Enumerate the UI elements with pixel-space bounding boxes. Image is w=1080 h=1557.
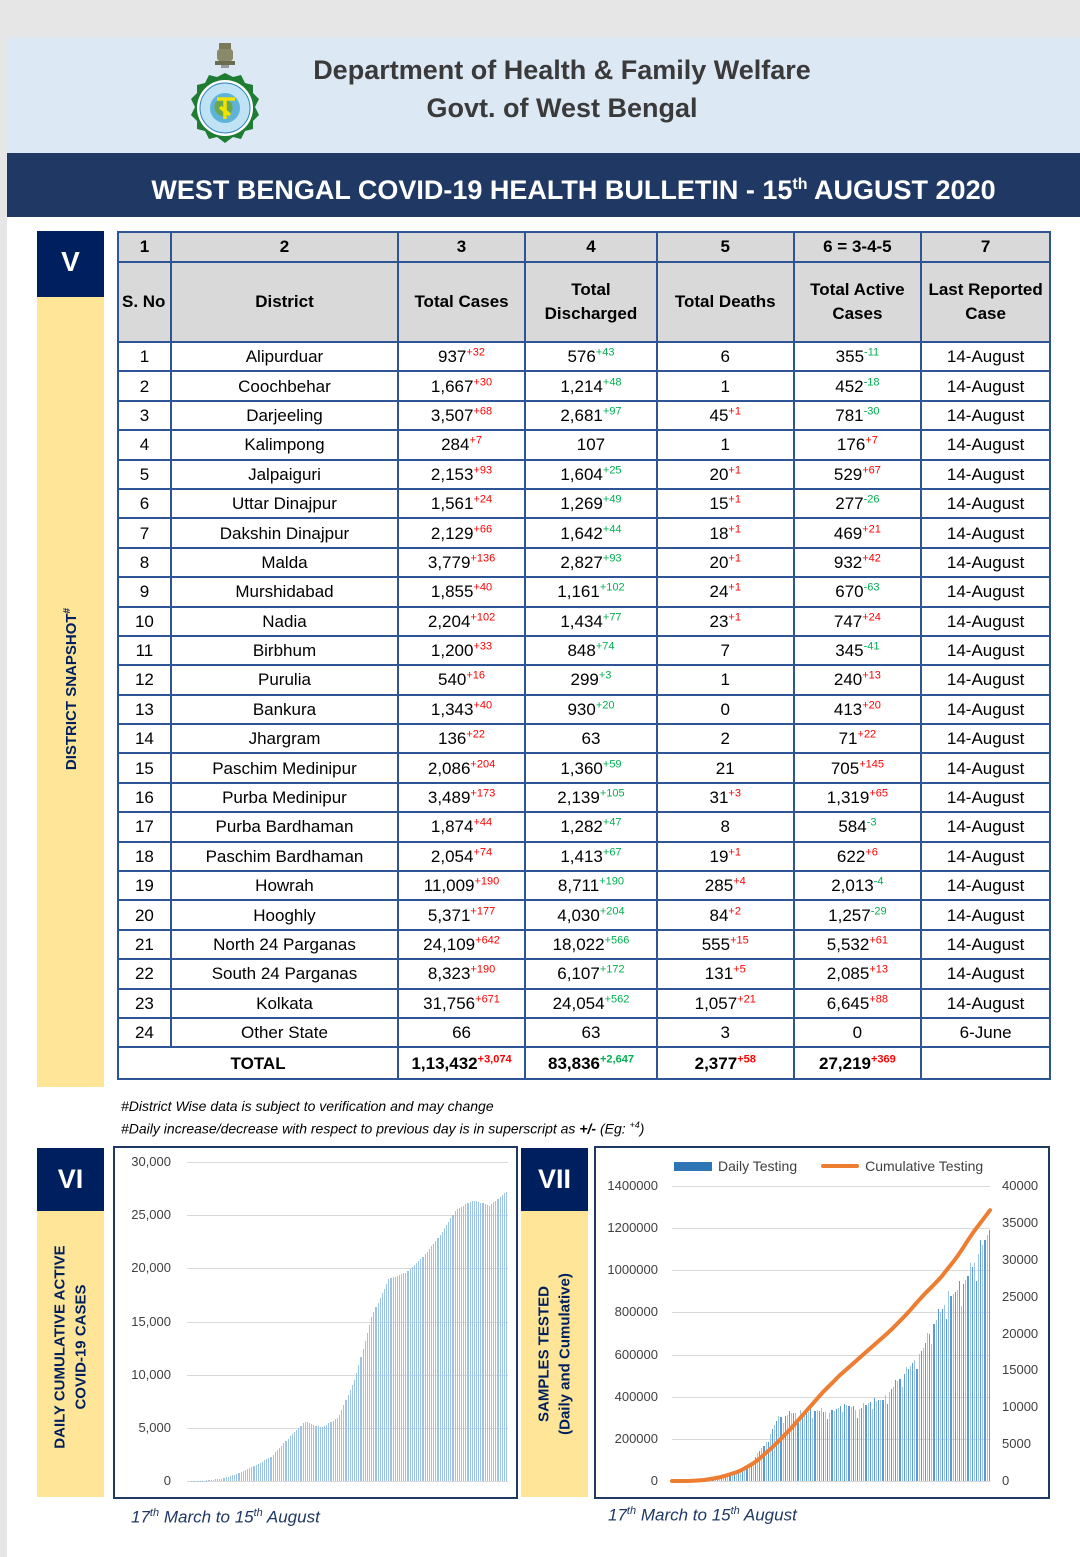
table-row [118,401,1050,430]
table-row [118,900,1050,929]
footnotes [121,1097,644,1139]
y-right-tick-label: 0 [1002,1473,1010,1488]
total-deaths-cell: 1 [657,665,794,694]
y-left-tick-label: 600000 [614,1346,658,1362]
daily-testing-swatch-icon [674,1162,712,1171]
sno-cell: 12 [118,665,171,694]
sno-cell: 17 [118,812,171,841]
last-reported-cell: 14-August [921,430,1050,459]
total-row [118,1047,1050,1079]
total-cases-cell: $1,343^{+40}$ [398,695,525,724]
total-active-sum: $27,219^{+369}$ [794,1047,922,1079]
last-reported-cell: 14-August [921,783,1050,812]
section-vii-tag: VII [521,1148,588,1211]
total-active-cell: $240^{+13}$ [794,665,922,694]
district-snapshot-label: DISTRICT SNAPSHOT# [62,607,80,771]
last-reported-cell: 14-August [921,900,1050,929]
y-tick-label: 0 [163,1473,171,1488]
total-deaths-cell: $15^{+1}$ [657,489,794,518]
last-reported-cell: 6-June [921,1018,1050,1047]
bulletin-title [7,153,1080,217]
total-active-cell: $584^{-3}$ [794,812,922,841]
last-reported-cell: 14-August [921,695,1050,724]
total-deaths-cell: $31^{+3}$ [657,783,794,812]
y-right-tick-label: 15000 [1002,1362,1039,1378]
total-discharged-cell: $1,642^{+44}$ [525,518,657,547]
total-active-cell: $345^{-41}$ [794,636,922,665]
sno-cell: 2 [118,371,171,400]
district-cell: Hooghly [171,900,398,929]
y-right-tick-label: 30000 [1002,1251,1039,1267]
table-row [118,665,1050,694]
y-left-tick-label: 1000000 [607,1262,658,1278]
table-row [118,783,1050,812]
sno-cell: 22 [118,959,171,988]
sno-cell: 9 [118,577,171,606]
y-left-tick-label: 1400000 [607,1178,658,1193]
footnote-2: #Daily increase/decrease with respect to previous day is in superscript as +/- (Eg: $^{+4}$) [121,1120,645,1137]
total-deaths-cell: 8 [657,812,794,841]
last-reported-cell: 14-August [921,342,1050,371]
table-row [118,636,1050,665]
total-cases-cell: 66 [398,1018,525,1047]
table-row [118,548,1050,577]
total-cases-cell: $3,489^{+173}$ [398,783,525,812]
gridline [187,1481,508,1482]
total-deaths-cell: 1 [657,430,794,459]
sno-cell: 21 [118,930,171,959]
total-cases-cell: $1,200^{+33}$ [398,636,525,665]
header-total-active: Total Active Cases [794,262,922,342]
total-deaths-cell: $45^{+1}$ [657,401,794,430]
total-active-cell: $176^{+7}$ [794,430,922,459]
last-reported-cell: 14-August [921,724,1050,753]
total-discharged-cell: $1,214^{+48}$ [525,371,657,400]
district-cell: Paschim Bardhaman [171,842,398,871]
district-cell: Dakshin Dinajpur [171,518,398,547]
y-left-tick-label: 400000 [614,1388,658,1404]
samples-tested-axis-label: SAMPLES TESTED (Daily and Cumulative) [535,1273,574,1435]
district-cell: Birbhum [171,636,398,665]
table-row [118,577,1050,606]
total-active-cell: $2,013^{-4}$ [794,871,922,900]
chart-legend [674,1158,983,1174]
total-active-cell: $670^{-63}$ [794,577,922,606]
y-tick-label: 20,000 [131,1260,171,1276]
district-cell: Nadia [171,607,398,636]
total-discharged-cell: $1,161^{+102}$ [525,577,657,606]
total-cases-cell: $937^{+32}$ [398,342,525,371]
total-last-cell [921,1047,1050,1079]
district-cell: Howrah [171,871,398,900]
district-cell: Coochbehar [171,371,398,400]
total-discharged-cell: $1,434^{+77}$ [525,607,657,636]
last-reported-cell: 14-August [921,959,1050,988]
table-row [118,430,1050,459]
sno-cell: 19 [118,871,171,900]
total-cases-cell: $2,054^{+74}$ [398,842,525,871]
sno-cell: 4 [118,430,171,459]
total-cases-cell: $2,153^{+93}$ [398,460,525,489]
last-reported-cell: 14-August [921,371,1050,400]
total-deaths-cell: $19^{+1}$ [657,842,794,871]
y-tick-label: 25,000 [131,1207,171,1223]
total-discharged-cell: $2,681^{+97}$ [525,401,657,430]
column-header-row [118,262,1050,342]
section-vi-tag: VI [37,1148,104,1211]
table-row [118,930,1050,959]
table-row [118,724,1050,753]
last-reported-cell: 14-August [921,607,1050,636]
total-cases-cell: $540^{+16}$ [398,665,525,694]
column-number-row [118,232,1050,262]
total-discharged-sum: $83,836^{+2,647}$ [525,1047,657,1079]
total-cases-cell: $2,086^{+204}$ [398,753,525,782]
total-discharged-cell: $18,022^{+566}$ [525,930,657,959]
district-cell: Purba Bardhaman [171,812,398,841]
active-cases-axis-label: DAILY CUMULATIVE ACTIVE COVID-19 CASES [51,1245,90,1449]
district-cell: Darjeeling [171,401,398,430]
district-cell: Paschim Medinipur [171,753,398,782]
table-row [118,959,1050,988]
total-active-cell: $2,085^{+13}$ [794,959,922,988]
samples-tested-caption: 17th March to 15th August [608,1505,797,1525]
total-cases-sum: $1,13,432^{+3,074}$ [398,1047,525,1079]
table-row [118,753,1050,782]
total-discharged-cell: $1,604^{+25}$ [525,460,657,489]
sno-cell: 5 [118,460,171,489]
total-cases-cell: $31,756^{+671}$ [398,989,525,1018]
sno-cell: 11 [118,636,171,665]
dept-line-2: Govt. of West Bengal [426,93,698,123]
district-cell: Uttar Dinajpur [171,489,398,518]
col-num: 3 [398,232,525,262]
total-discharged-cell: $299^{+3}$ [525,665,657,694]
header-total-deaths: Total Deaths [657,262,794,342]
total-deaths-cell: $18^{+1}$ [657,518,794,547]
cumulative-testing-line-icon [821,1164,859,1168]
total-deaths-sum: $2,377^{+58}$ [657,1047,794,1079]
sno-cell: 20 [118,900,171,929]
y-tick-label: 15,000 [131,1313,171,1329]
total-active-cell: $781^{-30}$ [794,401,922,430]
y-tick-label: 5,000 [138,1419,171,1435]
active-cases-chart [113,1146,518,1499]
total-discharged-cell: $2,139^{+105}$ [525,783,657,812]
total-discharged-cell: $930^{+20}$ [525,695,657,724]
total-active-cell: $622^{+6}$ [794,842,922,871]
total-cases-cell: $8,323^{+190}$ [398,959,525,988]
total-discharged-cell: 63 [525,1018,657,1047]
y-left-tick-label: 1200000 [607,1220,658,1236]
last-reported-cell: 14-August [921,548,1050,577]
total-deaths-cell: 1 [657,371,794,400]
sno-cell: 13 [118,695,171,724]
district-cell: Kolkata [171,989,398,1018]
table-row [118,607,1050,636]
last-reported-cell: 14-August [921,871,1050,900]
total-active-cell: 0 [794,1018,922,1047]
total-deaths-cell: $131^{+5}$ [657,959,794,988]
total-active-cell: $277^{-26}$ [794,489,922,518]
total-deaths-cell: $23^{+1}$ [657,607,794,636]
col-num: 2 [171,232,398,262]
total-active-cell: $1,319^{+65}$ [794,783,922,812]
active-cases-caption: 17th March to 15th August [131,1507,320,1527]
table-row [118,812,1050,841]
last-reported-cell: 14-August [921,401,1050,430]
total-deaths-cell: $20^{+1}$ [657,460,794,489]
district-cell: North 24 Parganas [171,930,398,959]
total-deaths-cell: 21 [657,753,794,782]
district-cell: Kalimpong [171,430,398,459]
district-cell: Other State [171,1018,398,1047]
total-discharged-cell: $576^{+43}$ [525,342,657,371]
col-num: 7 [921,232,1050,262]
section-v-side-panel [37,297,104,1087]
y-right-tick-label: 40000 [1002,1178,1039,1193]
total-label-cell: TOTAL [118,1047,398,1079]
table-row [118,695,1050,724]
cumulative-testing-line [672,1186,990,1481]
sno-cell: 1 [118,342,171,371]
col-num: 4 [525,232,657,262]
sno-cell: 14 [118,724,171,753]
header-band [7,37,1080,153]
gridline [672,1481,990,1482]
total-cases-cell: $1,667^{+30}$ [398,371,525,400]
sno-cell: 3 [118,401,171,430]
table-row [118,371,1050,400]
total-active-cell: $1,257^{-29}$ [794,900,922,929]
district-cell: Alipurduar [171,342,398,371]
district-cell: Jhargram [171,724,398,753]
total-deaths-cell: $555^{+15}$ [657,930,794,959]
sno-cell: 16 [118,783,171,812]
header-last-reported: Last Reported Case [921,262,1050,342]
total-deaths-cell: 0 [657,695,794,724]
total-active-cell: $932^{+42}$ [794,548,922,577]
header-district: District [171,262,398,342]
total-discharged-cell: $848^{+74}$ [525,636,657,665]
district-cell: Bankura [171,695,398,724]
total-discharged-cell: 107 [525,430,657,459]
legend-daily-testing: Daily Testing [718,1158,798,1174]
total-discharged-cell: $4,030^{+204}$ [525,900,657,929]
samples-tested-chart [594,1146,1050,1499]
table-row [118,989,1050,1018]
last-reported-cell: 14-August [921,460,1050,489]
table-row [118,871,1050,900]
sno-cell: 6 [118,489,171,518]
total-cases-cell: $2,129^{+66}$ [398,518,525,547]
last-reported-cell: 14-August [921,636,1050,665]
last-reported-cell: 14-August [921,989,1050,1018]
total-active-cell: $452^{-18}$ [794,371,922,400]
last-reported-cell: 14-August [921,930,1050,959]
total-cases-cell: $24,109^{+642}$ [398,930,525,959]
dept-line-1: Department of Health & Family Welfare [313,55,811,85]
total-discharged-cell: $1,360^{+59}$ [525,753,657,782]
district-cell: Purba Medinipur [171,783,398,812]
total-discharged-cell: 63 [525,724,657,753]
total-cases-cell: $136^{+22}$ [398,724,525,753]
department-name [247,51,877,127]
sno-cell: 23 [118,989,171,1018]
footnote-1: #District Wise data is subject to verification and may change [121,1098,494,1114]
district-cell: South 24 Parganas [171,959,398,988]
y-left-tick-label: 200000 [614,1430,658,1446]
last-reported-cell: 14-August [921,577,1050,606]
bulletin-page [7,37,1080,1557]
total-active-cell: $413^{+20}$ [794,695,922,724]
bulletin-title-suffix: AUGUST 2020 [807,175,996,205]
header-sno: S. No [118,262,171,342]
col-num: 6 = 3-4-5 [794,232,922,262]
sno-cell: 18 [118,842,171,871]
total-discharged-cell: $24,054^{+562}$ [525,989,657,1018]
y-left-tick-label: 0 [650,1473,658,1488]
total-deaths-cell: 7 [657,636,794,665]
total-discharged-cell: $1,269^{+49}$ [525,489,657,518]
total-deaths-cell: $1,057^{+21}$ [657,989,794,1018]
total-discharged-cell: $2,827^{+93}$ [525,548,657,577]
total-active-cell: $529^{+67}$ [794,460,922,489]
total-deaths-cell: $84^{+2}$ [657,900,794,929]
y-right-tick-label: 35000 [1002,1214,1039,1230]
sno-cell: 24 [118,1018,171,1047]
total-deaths-cell: $20^{+1}$ [657,548,794,577]
y-tick-label: 10,000 [131,1366,171,1382]
total-cases-cell: $1,561^{+24}$ [398,489,525,518]
y-tick-label: 30,000 [131,1154,171,1169]
y-left-tick-label: 800000 [614,1304,658,1320]
section-v-tag: V [37,231,104,297]
total-cases-cell: $284^{+7}$ [398,430,525,459]
total-deaths-cell: $285^{+4}$ [657,871,794,900]
table-row [118,489,1050,518]
total-active-cell: $355^{-11}$ [794,342,922,371]
total-active-cell: $6,645^{+88}$ [794,989,922,1018]
total-cases-cell: $5,371^{+177}$ [398,900,525,929]
legend-cumulative-testing: Cumulative Testing [865,1158,984,1174]
total-active-cell: $469^{+21}$ [794,518,922,547]
bulletin-title-text: WEST BENGAL COVID-19 HEALTH BULLETIN - 15 [151,175,793,205]
sno-cell: 10 [118,607,171,636]
table-row [118,460,1050,489]
sno-cell: 7 [118,518,171,547]
table-row [118,1018,1050,1047]
district-cell: Jalpaiguri [171,460,398,489]
total-cases-cell: $3,779^{+136}$ [398,548,525,577]
district-rows [118,342,1050,1079]
total-cases-cell: $3,507^{+68}$ [398,401,525,430]
total-active-cell: $705^{+145}$ [794,753,922,782]
y-right-tick-label: 5000 [1002,1436,1031,1452]
last-reported-cell: 14-August [921,489,1050,518]
total-active-cell: $747^{+24}$ [794,607,922,636]
last-reported-cell: 14-August [921,753,1050,782]
y-right-tick-label: 20000 [1002,1325,1039,1341]
total-discharged-cell: $1,282^{+47}$ [525,812,657,841]
total-deaths-cell: 3 [657,1018,794,1047]
total-active-cell: $5,532^{+61}$ [794,930,922,959]
district-table [117,231,1051,1080]
y-right-tick-label: 25000 [1002,1288,1039,1304]
total-discharged-cell: $1,413^{+67}$ [525,842,657,871]
total-active-cell: $71^{+22}$ [794,724,922,753]
sno-cell: 15 [118,753,171,782]
col-num: 5 [657,232,794,262]
total-cases-cell: $1,855^{+40}$ [398,577,525,606]
section-vii-side-panel [521,1211,588,1497]
table-row [118,518,1050,547]
total-cases-cell: $2,204^{+102}$ [398,607,525,636]
last-reported-cell: 14-August [921,665,1050,694]
active-cases-bars [187,1162,508,1481]
col-num: 1 [118,232,171,262]
bulletin-title-sup: th [792,176,808,193]
total-deaths-cell: 6 [657,342,794,371]
total-cases-cell: $1,874^{+44}$ [398,812,525,841]
table-row [118,342,1050,371]
district-cell: Purulia [171,665,398,694]
total-deaths-cell: 2 [657,724,794,753]
table-row [118,842,1050,871]
last-reported-cell: 14-August [921,842,1050,871]
header-total-cases: Total Cases [398,262,525,342]
total-deaths-cell: $24^{+1}$ [657,577,794,606]
last-reported-cell: 14-August [921,812,1050,841]
sno-cell: 8 [118,548,171,577]
total-discharged-cell: $6,107^{+172}$ [525,959,657,988]
total-cases-cell: $11,009^{+190}$ [398,871,525,900]
header-total-discharged: Total Discharged [525,262,657,342]
total-discharged-cell: $8,711^{+190}$ [525,871,657,900]
district-cell: Murshidabad [171,577,398,606]
section-vi-side-panel [37,1211,104,1497]
last-reported-cell: 14-August [921,518,1050,547]
district-cell: Malda [171,548,398,577]
y-right-tick-label: 10000 [1002,1399,1039,1415]
